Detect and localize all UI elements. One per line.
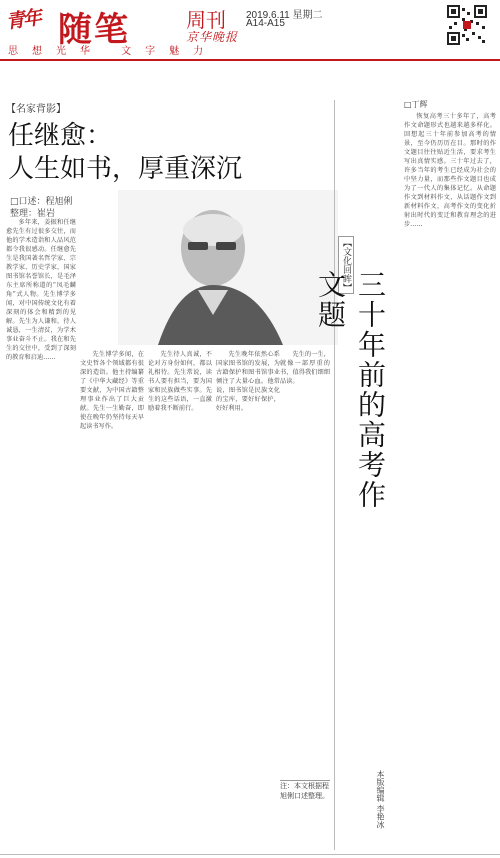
- body-column-1: 多年来，姜振和任继愈先生有过很多交往，而他的学术造诣和人品风范都令我很感动。任继愈先生是我国著名哲学家、宗教学家、历史学家，国家图书馆名誉馆长，是毛泽东主席所称道的“凤毛麟角”式人物。先生博学多闻，对中国传统文化有着深刻的体会和精到的见解。先生为人谦和，待人诚恳，一生清贫，为学术事业奋斗不止。我在和先生的交往中，受到了深刻的教育和启迪……: [6, 219, 76, 361]
- body-column-2: 先生博学多闻，在文史哲各个领域都有很深的造诣。他主持编纂了《中华大藏经》等重要文献，为中国古籍整理事业作出了巨大贡献。先生一生勤奋，即使在晚年仍坚持每天早起读书写作。: [80, 351, 144, 430]
- newspaper-brand: 京华晚报: [186, 30, 239, 44]
- body-column-5: 先生的一生，就像一部厚重的书，值得我们细细品读。: [280, 351, 330, 385]
- oral-by: □口述：程旭俐: [10, 197, 73, 207]
- qr-code-icon: [446, 4, 488, 46]
- editor-label: 本版编辑: [376, 770, 385, 802]
- edited-by: 整理：崔岩: [10, 209, 56, 219]
- logo: 青年: [4, 6, 42, 34]
- portrait-photo: [118, 190, 338, 345]
- weekly-label: 周刊: [186, 8, 226, 32]
- editor-credit: [346, 770, 386, 850]
- footer-rule: [0, 854, 500, 855]
- masthead-divider: [0, 59, 500, 61]
- body-column-3: 先生待人真诚，不论对方身份如何，都以礼相待。先生常说，读书人要有担当，要为国家和民族做些实事。先生的这些话语，一直激励着我不断前行。: [148, 351, 212, 412]
- right-article-title: 三十年前的高考作文题: [314, 270, 387, 510]
- page-range: A14-A15: [246, 18, 285, 29]
- issue-date: 2019.6.11 星期二: [246, 10, 323, 21]
- body-column-4: 先生晚年依然心系国家图书馆的发展，为古籍保护和图书馆事业倾注了大量心血。他常说，图书馆是民族文化的宝库，要好好保护，好好利用。: [216, 351, 280, 412]
- culture-tag: 【文化回眸】: [338, 236, 354, 294]
- byline: [10, 196, 73, 220]
- source-note: 注：本文根据程旭俐口述整理。: [280, 780, 330, 841]
- editor-name: 李艳冰: [376, 804, 385, 829]
- section-tag: 【名家背影】: [6, 104, 66, 115]
- right-article-body: 恢复高考三十多年了，高考作文命题形式也越来越多样化。回想起三十年前参加高考的情景，至今仍历历在目。那时的作文题目往往贴近生活，要求考生写出真情实感。三十年过去了，许多当年的考生已经成为社会的中坚力量，而那些作文题目也成为了一代人的集体记忆。从命题作文到材料作文，从话题作文到新材料作文，高考作文的变化折射出时代的变迁和教育理念的进步……: [404, 113, 496, 228]
- column-divider: [334, 100, 335, 850]
- article-title-line1: 任继愈：: [8, 121, 113, 151]
- masthead: [0, 0, 500, 58]
- article-title-line2: 人生如书，厚重深沉: [8, 154, 243, 184]
- right-article-author: □丁辉: [404, 100, 428, 109]
- slogan: 思想光华 文字魅力: [8, 46, 218, 57]
- column-title: 随笔: [58, 10, 130, 50]
